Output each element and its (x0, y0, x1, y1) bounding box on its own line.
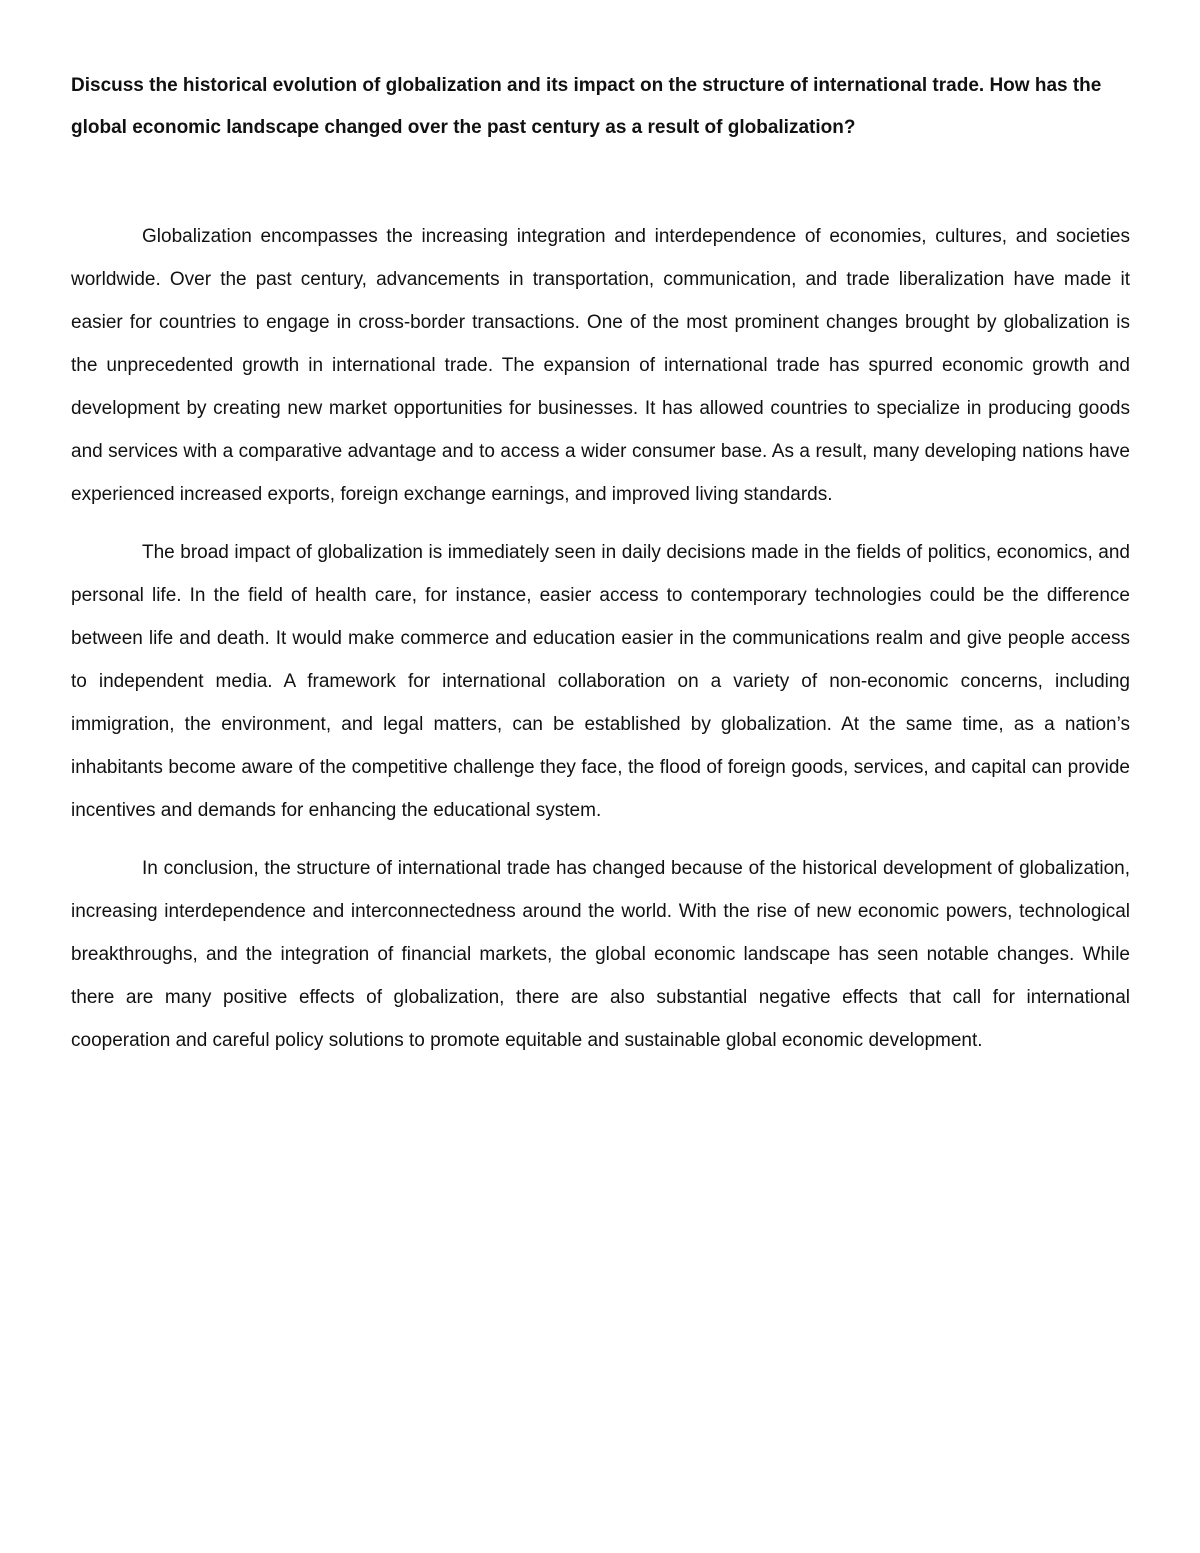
document-body (71, 65, 1130, 1062)
paragraph-impact: The broad impact of globalization is immediately seen in daily decisions made in the fields of politics, economics, and personal life. In the field of health care, for instance, easier access to contemporary technologies could be the difference between life and death. It would make commerce and education easier in the communications realm and give people access to independent media. A framework for international collaboration on a variety of non-economic concerns, including immigration, the environment, and legal matters, can be established by globalization. At the same time, as a nation’s inhabitants become aware of the competitive challenge they face, the flood of foreign goods, services, and capital can provide incentives and demands for enhancing the educational system. (71, 542, 1130, 821)
paragraph-conclusion: In conclusion, the structure of international trade has changed because of the historical development of globalization, increasing interdependence and interconnectedness around the world. With the rise of new economic powers, technological breakthroughs, and the integration of financial markets, the global economic landscape has seen notable changes. While there are many positive effects of globalization, there are also substantial negative effects that call for international cooperation and careful policy solutions to promote equitable and sustainable global economic development. (71, 858, 1130, 1051)
spacer (71, 832, 1130, 847)
paragraph-intro: Globalization encompasses the increasing integration and interdependence of economies, cultures, and societies worldwide. Over the past century, advancements in transportation, communication, and trade liberalization have made it easier for countries to engage in cross-border transactions. One of the most prominent changes brought by globalization is the unprecedented growth in international trade. The expansion of international trade has spurred economic growth and development by creating new market opportunities for businesses. It has allowed countries to specialize in producing goods and services with a comparative advantage and to access a wider consumer base. As a result, many developing nations have experienced increased exports, foreign exchange earnings, and improved living standards. (71, 226, 1130, 505)
spacer (71, 516, 1130, 531)
essay-question: Discuss the historical evolution of globalization and its impact on the structure of international trade. How has the global economic landscape changed over the past century as a result of globalization? (71, 75, 1102, 138)
spacer (71, 149, 1130, 215)
